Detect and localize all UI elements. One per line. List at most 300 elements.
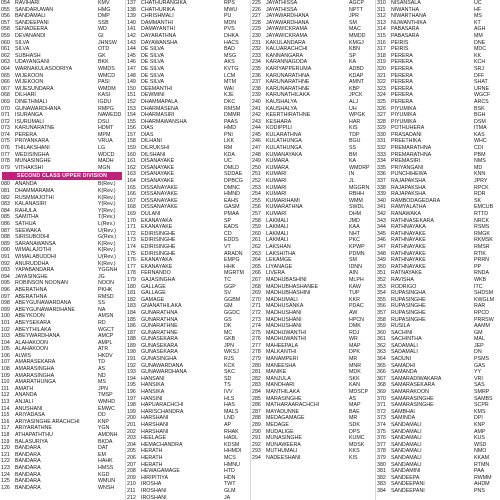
- entry-number: 063: [1, 59, 10, 66]
- list-item: [126, 495, 250, 500]
- entry-initials: KK: [474, 52, 482, 59]
- entry-name: PIYUMIKA: [391, 118, 417, 125]
- entry-number: 158: [127, 138, 136, 145]
- entry-name: HANSANI: [141, 375, 165, 382]
- list-item: [251, 323, 375, 330]
- entry-number: 356: [377, 303, 386, 310]
- entry-initials: BAD: [224, 46, 235, 53]
- entry-initials: WD: [98, 26, 107, 33]
- entry-number: 368: [377, 382, 386, 389]
- entry-number: 182: [127, 296, 136, 303]
- entry-name: DISANAYAKE: [141, 164, 175, 171]
- list-item: [0, 201, 124, 208]
- entry-initials: RMSM: [224, 105, 241, 112]
- entry-name: CHATHURIKA: [141, 6, 176, 13]
- entry-initials: RBHH: [349, 191, 365, 198]
- entry-number: 077: [1, 151, 10, 158]
- entry-initials: RHAK: [224, 428, 239, 435]
- entry-initials: U(Rev.): [98, 227, 116, 234]
- entry-initials: GS: [224, 316, 232, 323]
- entry-name: KALUARACHCHI: [266, 46, 308, 53]
- entry-initials: MGGRN: [349, 184, 370, 191]
- entry-number: 177: [127, 263, 136, 270]
- entry-initials: WDCD: [98, 151, 115, 158]
- entry-initials: IVV: [224, 389, 233, 396]
- list-item: [376, 310, 500, 317]
- list-item: [0, 195, 124, 202]
- entry-number: 355: [377, 296, 386, 303]
- entry-number: 358: [377, 316, 386, 323]
- entry-name: PREETHIKA: [391, 138, 422, 145]
- entry-number: 161: [127, 158, 136, 165]
- entry-name: KUMANAYAKA: [266, 151, 303, 158]
- entry-name: SAMINDA: [391, 415, 416, 422]
- list-item: [376, 257, 500, 264]
- entry-initials: AKS: [224, 59, 235, 66]
- entry-name: KULATHUNGA: [266, 138, 302, 145]
- entry-initials: AGCP: [349, 0, 365, 6]
- list-item: [251, 310, 375, 317]
- list-item: [126, 448, 250, 455]
- entry-name: JAYATHISSA: [266, 0, 298, 6]
- entry-initials: JPN: [98, 385, 109, 392]
- entry-initials: TD: [98, 359, 106, 366]
- entry-number: 321: [377, 72, 386, 79]
- entry-number: 205: [127, 448, 136, 455]
- entry-initials: WGCF: [474, 92, 491, 99]
- entry-initials: BKK: [98, 59, 109, 66]
- entry-name: DE SILVA: [141, 72, 165, 79]
- entry-name: ARIYASINGHE ARACHCHI: [15, 418, 80, 425]
- list-item: [376, 376, 500, 383]
- entry-number: 241: [252, 105, 261, 112]
- entry-number: 055: [1, 6, 10, 13]
- entry-number: 190: [127, 349, 136, 356]
- entry-initials: UC: [474, 0, 482, 6]
- entry-name: SACHINI: [391, 329, 413, 336]
- entry-number: 317: [377, 46, 386, 53]
- list-item: [376, 237, 500, 244]
- entry-initials: MALS: [224, 408, 239, 415]
- entry-number: 247: [252, 145, 261, 152]
- list-item: [376, 369, 500, 376]
- entry-name: DAYAWANSHA: [141, 39, 178, 46]
- list-item: [251, 277, 375, 284]
- list-item: [126, 468, 250, 475]
- list-item: [376, 468, 500, 475]
- entry-initials: AGH: [474, 26, 486, 33]
- list-item: [126, 257, 250, 264]
- entry-number: 145: [127, 52, 136, 59]
- entry-number: 169: [127, 211, 136, 217]
- entry-initials: K(Rev.): [98, 247, 116, 254]
- entry-name: EKANAYAKA: [141, 257, 173, 264]
- entry-name: ANANDA: [15, 181, 38, 188]
- entry-number: 254: [252, 191, 261, 198]
- entry-number: 346: [377, 237, 386, 244]
- entry-number: 344: [377, 224, 386, 231]
- list-item: [126, 92, 250, 99]
- column-1: [0, 0, 124, 500]
- entry-initials: WMDRP: [349, 164, 370, 171]
- entry-name: LAKMALI: [266, 237, 289, 244]
- entry-name: VITHAKSHI: [15, 164, 43, 171]
- entry-name: DISSANAYAKE: [141, 197, 178, 204]
- entry-name: DEVANANDI: [15, 32, 46, 39]
- entry-number: 083: [1, 201, 10, 208]
- list-item: [376, 363, 500, 370]
- entry-name: RUSILA: [391, 323, 411, 330]
- entry-name: PRIYANGANI: [391, 164, 424, 171]
- list-item: [126, 284, 250, 291]
- entry-name: HARSHANI: [141, 422, 169, 428]
- entry-initials: MAP: [349, 342, 361, 349]
- entry-number: 167: [127, 197, 136, 204]
- list-item: [126, 79, 250, 86]
- entry-name: DHARMASENA: [141, 105, 179, 112]
- entry-number: 137: [127, 0, 136, 6]
- entry-number: 174: [127, 243, 136, 250]
- entry-name: EDIRISINGHE: [141, 230, 176, 237]
- entry-initials: SHAT: [474, 79, 488, 86]
- entry-initials: EM: [98, 451, 106, 458]
- entry-initials: RPCK: [474, 184, 489, 191]
- entry-number: 376: [377, 435, 386, 442]
- entry-initials: GGP: [224, 283, 236, 290]
- entry-initials: AP: [224, 422, 232, 428]
- entry-name: RUPASINGHE: [391, 316, 426, 323]
- entry-number: 258: [252, 217, 261, 224]
- entry-initials: ARADN: [224, 250, 243, 257]
- entry-name: WIMALAJOTHI: [15, 247, 52, 254]
- entry-initials: PMAA: [224, 211, 240, 217]
- entry-number: 325: [377, 98, 386, 105]
- list-item: [376, 106, 500, 113]
- list-item: [376, 343, 500, 350]
- entry-initials: EMWC: [98, 405, 115, 412]
- list-item: [376, 442, 500, 449]
- entry-initials: WMDM: [98, 85, 116, 92]
- list-item: [0, 66, 124, 73]
- entry-initials: BAE: [349, 408, 360, 415]
- entry-number: 347: [377, 243, 386, 250]
- entry-number: 100: [1, 313, 10, 320]
- list-item: [0, 399, 124, 406]
- entry-initials: SP: [224, 217, 232, 224]
- list-item: [0, 340, 124, 347]
- entry-initials: WGCT: [98, 326, 115, 333]
- list-item: [251, 257, 375, 264]
- list-item: [0, 181, 124, 188]
- entry-number: 251: [252, 171, 261, 178]
- entry-number: 260: [252, 230, 261, 237]
- entry-number: 335: [377, 164, 386, 171]
- list-item: [0, 452, 124, 459]
- entry-name: GUNASEKARA: [141, 349, 178, 356]
- list-item: [0, 158, 124, 165]
- entry-initials: HADL: [224, 435, 239, 442]
- entry-name: BANDARA: [15, 484, 41, 491]
- entry-name: HAPUARACHCHI: [141, 402, 184, 409]
- entry-number: 364: [377, 356, 386, 363]
- entry-name: LAKSHITHA: [266, 250, 296, 257]
- list-item: [126, 73, 250, 80]
- list-item: [0, 26, 124, 33]
- list-item: [0, 0, 124, 7]
- entry-initials: G(Rev.): [98, 234, 117, 241]
- entry-name: LIVERA: [266, 270, 285, 277]
- entry-name: RATNAYAKE: [391, 270, 422, 277]
- entry-name: MADHUWANTHI: [266, 336, 307, 343]
- list-item: [126, 475, 250, 482]
- entry-name: MATHARAARACHCHI: [266, 402, 320, 409]
- entry-initials: RNDA: [474, 270, 490, 277]
- entry-initials: SK: [474, 197, 482, 204]
- list-item: [0, 307, 124, 314]
- list-item: [0, 234, 124, 241]
- list-item: [126, 356, 250, 363]
- entry-initials: KNP: [474, 422, 485, 428]
- list-item: [0, 125, 124, 132]
- entry-number: 089: [1, 240, 10, 247]
- entry-number: 107: [1, 359, 10, 366]
- entry-number: 348: [377, 250, 386, 257]
- list-item: [0, 53, 124, 60]
- entry-initials: PRRN: [474, 257, 490, 264]
- list-item: [0, 432, 124, 439]
- entry-initials: DNE: [474, 39, 486, 46]
- entry-number: 122: [1, 458, 10, 465]
- entry-number: 156: [127, 125, 136, 132]
- entry-number: 143: [127, 39, 136, 46]
- entry-number: 069: [1, 98, 10, 105]
- entry-number: 352: [377, 276, 386, 283]
- entry-name: PRIYANKARA: [15, 138, 49, 145]
- entry-number: 261: [252, 237, 261, 244]
- entry-name: KARANNAGODA: [266, 59, 308, 66]
- entry-number: 181: [127, 290, 136, 297]
- entry-number: 322: [377, 79, 386, 86]
- entry-number: 382: [377, 474, 386, 481]
- entry-initials: RJS: [224, 356, 235, 363]
- entry-number: 204: [127, 441, 136, 448]
- list-item: [251, 382, 375, 389]
- entry-name: GUNASEKARA: [141, 342, 178, 349]
- entry-number: 240: [252, 98, 261, 105]
- list-item: [376, 53, 500, 60]
- entry-number: 074: [1, 131, 10, 138]
- entry-number: 070: [1, 105, 10, 112]
- entry-name: SANDEEPANI: [391, 487, 425, 494]
- list-item: [0, 73, 124, 80]
- list-item: [0, 294, 124, 301]
- entry-name: BANDARA: [15, 478, 41, 485]
- entry-number: 168: [127, 204, 136, 211]
- entry-number: 078: [1, 158, 10, 165]
- entry-initials: KGD: [98, 471, 110, 478]
- list-item: [0, 465, 124, 472]
- entry-initials: SP: [349, 52, 357, 59]
- entry-name: RUSMMAJOTHI: [15, 194, 54, 201]
- entry-initials: MAL: [474, 336, 485, 343]
- list-item: [251, 218, 375, 225]
- list-item: [0, 280, 124, 287]
- entry-name: HERATH: [141, 461, 163, 468]
- entry-initials: KDSM: [224, 441, 240, 448]
- list-item: [0, 386, 124, 393]
- entry-initials: DMP: [98, 13, 110, 20]
- entry-initials: KAW: [349, 283, 361, 290]
- entry-initials: TS: [224, 382, 231, 389]
- entry-number: 195: [127, 382, 136, 389]
- entry-initials: SM: [349, 257, 357, 264]
- entry-name: NADEESHANI: [266, 454, 301, 461]
- list-item: [251, 171, 375, 178]
- list-item: [126, 211, 250, 218]
- entry-initials: DPI: [474, 415, 483, 422]
- entry-initials: KNP: [98, 418, 109, 425]
- list-item: [126, 270, 250, 277]
- entry-number: 064: [1, 65, 10, 72]
- entry-number: 065: [1, 72, 10, 79]
- entry-initials: KDA: [224, 151, 235, 158]
- entry-number: 225: [252, 0, 261, 6]
- entry-name: ISURANGA: [15, 112, 43, 119]
- list-item: [251, 409, 375, 416]
- entry-name: GUNARATHNE: [141, 329, 178, 336]
- list-item: [376, 349, 500, 356]
- entry-name: NIWARTHANA: [391, 13, 427, 20]
- entry-initials: MS: [98, 379, 106, 386]
- entry-number: 125: [1, 478, 10, 485]
- entry-name: PERERA: [391, 79, 413, 86]
- entry-name: WEDISINGHA: [15, 151, 50, 158]
- list-item: [126, 13, 250, 20]
- entry-initials: GGDC: [224, 309, 240, 316]
- entry-name: KUMARI: [266, 178, 287, 185]
- entry-number: 148: [127, 72, 136, 79]
- entry-initials: JPCK: [349, 92, 363, 99]
- entry-name: SANDAMALI: [391, 461, 422, 468]
- entry-number: 331: [377, 138, 386, 145]
- entry-initials: JA: [224, 494, 231, 500]
- list-item: [126, 297, 250, 304]
- list-item: [0, 247, 124, 254]
- entry-initials: JL: [349, 178, 355, 185]
- entry-initials: KA: [349, 158, 357, 165]
- entry-name: SANDAMALI: [391, 428, 422, 435]
- entry-initials: KMV: [98, 0, 110, 6]
- entry-name: WARNAKULASOORIYA: [15, 65, 73, 72]
- entry-initials: RSMS: [474, 224, 490, 231]
- entry-initials: SKK: [349, 375, 360, 382]
- list-item: [126, 415, 250, 422]
- list-item: [126, 125, 250, 132]
- list-item: [126, 59, 250, 66]
- entry-number: 138: [127, 6, 136, 13]
- list-item: [0, 119, 124, 126]
- entry-number: 361: [377, 336, 386, 343]
- list-item: [0, 478, 124, 485]
- list-item: [376, 152, 500, 159]
- list-item: [376, 112, 500, 119]
- list-item: [251, 7, 375, 14]
- entry-number: 272: [252, 309, 261, 316]
- entry-number: 154: [127, 112, 136, 119]
- entry-number: 176: [127, 257, 136, 264]
- entry-initials: WMUN: [98, 478, 116, 485]
- entry-number: 110: [1, 379, 10, 386]
- list-item: [0, 40, 124, 47]
- entry-number: 116: [1, 418, 10, 425]
- entry-initials: K(Rev.): [98, 260, 116, 267]
- entry-initials: SMRP: [474, 389, 490, 396]
- entry-name: MADHUSHANI: [266, 316, 302, 323]
- entry-initials: MDSK: [349, 441, 365, 448]
- entry-initials: GK: [98, 52, 106, 59]
- entry-name: KUMARA: [266, 158, 289, 165]
- list-item: [126, 132, 250, 139]
- entry-name: RAJAPAKSHA: [391, 191, 426, 198]
- entry-name: DILRUKSHI: [141, 145, 170, 152]
- list-item: [126, 310, 250, 317]
- entry-initials: SS: [349, 145, 357, 152]
- entry-name: DULANI: [141, 211, 161, 217]
- entry-initials: WAI: [224, 85, 234, 92]
- entry-initials: TC: [224, 276, 232, 283]
- list-item: [0, 188, 124, 195]
- entry-name: SARANAWANSA: [15, 240, 56, 247]
- list-item: [376, 26, 500, 33]
- entry-name: THILAKSHANI: [15, 145, 50, 152]
- entry-initials: ITMA: [474, 125, 487, 132]
- list-item: [376, 79, 500, 86]
- column-3: [250, 0, 375, 500]
- entry-number: 232: [252, 46, 261, 53]
- entry-number: 351: [377, 270, 386, 277]
- entry-initials: KKR: [349, 296, 360, 303]
- entry-name: DISANAYAKE: [141, 158, 175, 165]
- entry-initials: GLM: [224, 487, 236, 494]
- entry-name: DEEMANTHI: [141, 85, 173, 92]
- entry-number: 311: [377, 6, 386, 13]
- entry-initials: GAS: [474, 362, 486, 369]
- list-item: [126, 218, 250, 225]
- entry-initials: KUS: [474, 435, 485, 442]
- entry-number: 121: [1, 451, 10, 458]
- entry-initials: DMMR: [224, 112, 241, 119]
- entry-number: 162: [127, 164, 136, 171]
- list-item: [0, 419, 124, 426]
- entry-number: 200: [127, 415, 136, 422]
- entry-initials: PP: [474, 263, 482, 270]
- entry-number: 334: [377, 158, 386, 165]
- entry-name: LAKSHAN: [266, 243, 291, 250]
- list-item: [0, 241, 124, 248]
- list-item: [0, 485, 124, 492]
- entry-number: 238: [252, 85, 261, 92]
- list-item: [0, 228, 124, 235]
- entry-name: HEELAGE: [141, 435, 167, 442]
- entry-number: 327: [377, 112, 386, 119]
- entry-name: HEWAGAMAGE: [141, 468, 180, 475]
- entry-initials: AAMM: [474, 323, 490, 330]
- entry-name: ABEYKOON: [15, 313, 45, 320]
- list-item: [376, 251, 500, 258]
- entry-name: POTHUHERA: [391, 125, 425, 132]
- entry-name: RATHNAYAKE: [391, 230, 426, 237]
- list-item: [376, 264, 500, 271]
